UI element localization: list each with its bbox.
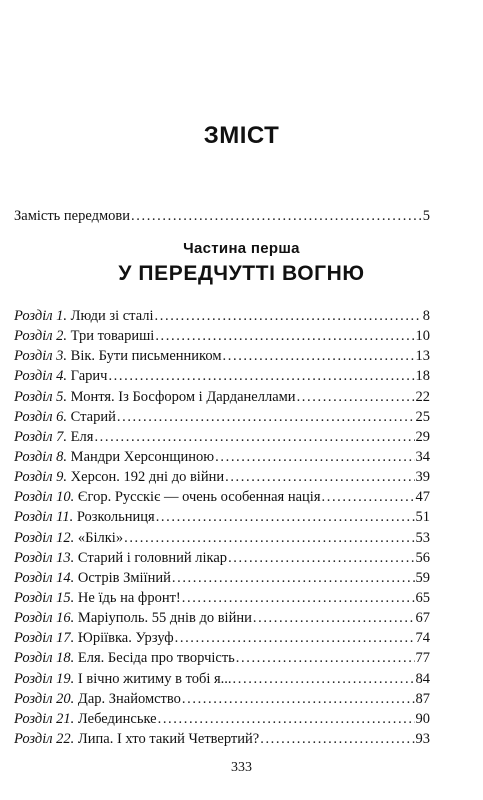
chapter-title: Гарич bbox=[70, 368, 108, 385]
chapter-title: Еля bbox=[70, 428, 94, 445]
toc-entry-title: Замість передмови bbox=[14, 208, 131, 224]
toc-entry-label bbox=[14, 346, 222, 366]
chapter-page: 22 bbox=[415, 388, 430, 405]
toc-entry-chapter bbox=[14, 487, 430, 507]
chapter-title: Люди зі сталі bbox=[70, 308, 154, 324]
chapter-page: 67 bbox=[415, 610, 430, 627]
dot-leader bbox=[108, 366, 414, 386]
dot-leader bbox=[158, 709, 415, 729]
chapter-prefix: Розділ 16. bbox=[14, 610, 75, 627]
dot-leader bbox=[182, 689, 415, 709]
toc-entry-chapter bbox=[14, 346, 430, 366]
toc-entry-chapter bbox=[14, 326, 430, 346]
chapter-prefix: Розділ 11. bbox=[14, 509, 74, 526]
toc-entry-label bbox=[14, 507, 155, 527]
dot-leader bbox=[172, 568, 415, 588]
toc-entry-label bbox=[14, 548, 227, 568]
toc-entry-page: 5 bbox=[422, 208, 430, 224]
toc-entry-chapter bbox=[14, 407, 430, 427]
dot-leader bbox=[131, 206, 422, 226]
dot-leader bbox=[175, 628, 415, 648]
chapter-page: 56 bbox=[415, 549, 430, 566]
dot-leader bbox=[94, 427, 414, 447]
chapter-prefix: Розділ 4. bbox=[14, 368, 68, 385]
chapter-prefix: Розділ 7. bbox=[14, 428, 68, 445]
chapter-prefix: Розділ 13. bbox=[14, 549, 75, 566]
chapter-page: 10 bbox=[415, 328, 430, 345]
toc-entry-chapter bbox=[14, 447, 430, 467]
toc-entry-chapter bbox=[14, 507, 430, 527]
chapter-prefix: Розділ 17. bbox=[14, 630, 75, 647]
toc-entry-chapter bbox=[14, 366, 430, 386]
dot-leader bbox=[228, 548, 414, 568]
chapter-page: 29 bbox=[415, 428, 430, 445]
chapter-prefix: Розділ 6. bbox=[14, 408, 68, 425]
chapter-page: 18 bbox=[415, 368, 430, 385]
chapter-prefix: Розділ 19. bbox=[14, 670, 75, 687]
toc-entry-chapter bbox=[14, 467, 430, 487]
dot-leader bbox=[215, 447, 414, 467]
chapter-title: Лебединське bbox=[77, 710, 157, 727]
chapter-title: Вік. Бути письменником bbox=[70, 348, 222, 365]
toc-entry-chapter bbox=[14, 669, 430, 689]
dot-leader bbox=[225, 467, 414, 487]
chapter-page: 8 bbox=[422, 308, 430, 324]
toc-entry-chapter bbox=[14, 568, 430, 588]
dot-leader bbox=[117, 407, 415, 427]
chapter-page: 25 bbox=[415, 408, 430, 425]
chapter-page: 53 bbox=[415, 529, 430, 546]
toc-entry-chapter bbox=[14, 709, 430, 729]
dot-leader bbox=[297, 387, 415, 407]
chapter-page: 51 bbox=[415, 509, 430, 526]
chapter-title: Липа. І хто такий Четвертий? bbox=[77, 730, 260, 747]
dot-leader bbox=[253, 608, 415, 628]
chapter-prefix: Розділ 20. bbox=[14, 690, 75, 707]
toc-entry-label bbox=[14, 669, 232, 689]
toc-entry-label bbox=[14, 306, 154, 326]
chapter-title: Не їдь на фронт! bbox=[77, 589, 181, 606]
chapter-prefix: Розділ 1. bbox=[14, 308, 68, 324]
chapter-prefix: Розділ 15. bbox=[14, 589, 75, 606]
toc-entry-label bbox=[14, 528, 123, 548]
toc-entry-chapter bbox=[14, 729, 430, 749]
toc-entry-label bbox=[14, 689, 181, 709]
chapter-page: 74 bbox=[415, 630, 430, 647]
toc-entry-label bbox=[14, 588, 181, 608]
chapter-title: Херсон. 192 дні до війни bbox=[70, 469, 225, 486]
toc-entry-chapter bbox=[14, 588, 430, 608]
dot-leader bbox=[260, 729, 414, 749]
dot-leader bbox=[322, 487, 415, 507]
chapter-prefix: Розділ 18. bbox=[14, 650, 75, 667]
chapter-title: Мандри Херсонщиною bbox=[70, 448, 215, 465]
toc-entry-chapter bbox=[14, 648, 430, 668]
toc-entry-label bbox=[14, 729, 259, 749]
dot-leader bbox=[223, 346, 415, 366]
chapter-title: Дар. Знайомство bbox=[77, 690, 181, 707]
chapter-title: Розкольниця bbox=[76, 509, 155, 526]
chapter-page: 84 bbox=[415, 670, 430, 687]
dot-leader bbox=[155, 326, 414, 346]
chapter-title: Монтя. Із Босфором і Дарданеллами bbox=[70, 388, 296, 405]
toc-entry-chapter bbox=[14, 528, 430, 548]
chapter-title: Юріївка. Урзуф bbox=[77, 630, 174, 647]
dot-leader bbox=[233, 669, 415, 689]
page-number: 333 bbox=[231, 760, 252, 775]
chapter-title: Старий bbox=[70, 408, 116, 425]
chapter-title: Маріуполь. 55 днів до війни bbox=[77, 610, 252, 627]
toc-entry-label bbox=[14, 487, 321, 507]
dot-leader bbox=[182, 588, 415, 608]
toc-entry-chapter bbox=[14, 548, 430, 568]
toc-entry-chapter bbox=[14, 306, 430, 326]
toc-entry-label bbox=[14, 407, 116, 427]
chapter-prefix: Розділ 3. bbox=[14, 348, 68, 365]
toc-entry-label bbox=[14, 427, 93, 447]
chapter-title: «Білкі» bbox=[77, 529, 124, 546]
chapter-prefix: Розділ 12. bbox=[14, 529, 75, 546]
chapter-prefix: Розділ 2. bbox=[14, 328, 68, 345]
chapter-page: 87 bbox=[415, 690, 430, 707]
toc-entry-label bbox=[14, 326, 154, 346]
toc-entry-label bbox=[14, 467, 224, 487]
toc-entry-label bbox=[14, 608, 252, 628]
chapter-page: 90 bbox=[415, 710, 430, 727]
toc-heading: ЗМІСТ bbox=[203, 122, 280, 149]
part-title: У ПЕРЕДЧУТТІ ВОГНЮ bbox=[118, 262, 365, 285]
chapter-page: 93 bbox=[415, 730, 430, 747]
chapter-title: Три товариші bbox=[70, 328, 155, 345]
toc-entry-label bbox=[14, 628, 174, 648]
toc-entry-chapter bbox=[14, 628, 430, 648]
dot-leader bbox=[124, 528, 414, 548]
toc-entry-chapter bbox=[14, 427, 430, 447]
chapter-page: 13 bbox=[415, 348, 430, 365]
chapter-title: Острів Зміїний bbox=[77, 569, 171, 586]
dot-leader bbox=[155, 306, 422, 326]
dot-leader bbox=[156, 507, 415, 527]
toc-entry-label bbox=[14, 387, 296, 407]
chapter-title: Еля. Бесіда про творчість bbox=[77, 650, 235, 667]
chapter-page: 47 bbox=[415, 489, 430, 506]
chapter-page: 65 bbox=[415, 589, 430, 606]
chapter-page: 59 bbox=[415, 569, 430, 586]
chapter-prefix: Розділ 22. bbox=[14, 730, 75, 747]
chapter-page: 34 bbox=[415, 448, 430, 465]
chapter-title: Старий і головний лікар bbox=[77, 549, 228, 566]
chapter-prefix: Розділ 14. bbox=[14, 569, 75, 586]
toc-entry-intro bbox=[14, 206, 430, 226]
toc-entry-label bbox=[14, 366, 107, 386]
chapter-page: 39 bbox=[415, 469, 430, 486]
chapter-prefix: Розділ 9. bbox=[14, 469, 68, 486]
chapter-prefix: Розділ 8. bbox=[14, 448, 68, 465]
toc-entry-label bbox=[14, 568, 171, 588]
toc-entry-chapter bbox=[14, 608, 430, 628]
toc-entry-chapter bbox=[14, 387, 430, 407]
toc-entry-chapter bbox=[14, 689, 430, 709]
dot-leader bbox=[236, 648, 415, 668]
chapter-title: Єгор. Русскіє — очень особенная нація bbox=[77, 489, 321, 506]
chapter-prefix: Розділ 5. bbox=[14, 388, 68, 405]
chapter-prefix: Розділ 10. bbox=[14, 489, 75, 506]
toc-entry-label bbox=[14, 447, 214, 467]
chapter-list bbox=[14, 306, 430, 749]
chapter-title: І вічно житиму в тобі я... bbox=[77, 670, 232, 687]
toc-entry-label bbox=[14, 648, 235, 668]
part-label: Частина перша bbox=[183, 240, 300, 257]
toc-entry-label bbox=[14, 709, 157, 729]
chapter-page: 77 bbox=[415, 650, 430, 667]
chapter-prefix: Розділ 21. bbox=[14, 710, 75, 727]
